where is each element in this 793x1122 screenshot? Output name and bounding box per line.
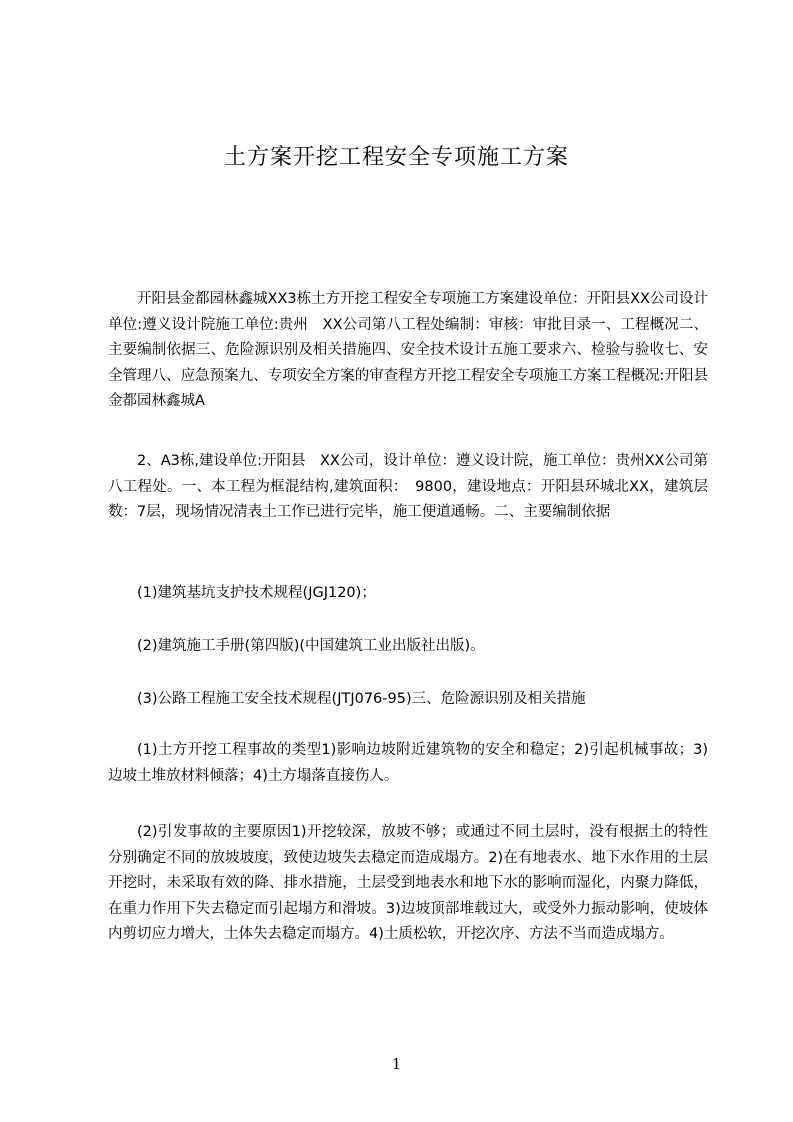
paragraph-reference-3: (3)公路工程施工安全技术规程(JTJ076-95)三、危险源识别及相关措施	[137, 691, 586, 707]
paragraph-reference-1: (1)建筑基坑支护技术规程(JGJ120)；	[137, 585, 376, 601]
paragraph-reference-2: (2)建筑施工手册(第四版)(中国建筑工业出版社出版)。	[137, 638, 485, 654]
paragraph-accident-types: (1)土方开挖工程事故的类型1)影响边坡附近建筑物的安全和稳定；2)引起机械事故；3)边坡土堆放材料倾落；4)土方塌落直接伤人。	[108, 742, 708, 784]
page-title: 土方案开挖工程安全专项施工方案	[223, 145, 569, 170]
paragraph-project-overview: 开阳县金都园林鑫城XX3栋土方开挖工程安全专项施工方案建设单位：开阳县XX公司设计单位:遵义设计院施工单位:贵州 XX公司第八工程处编制：审核：审批目录一、工程概况二、主要编制依据三、危险源识别及相关措施四、安全技术设计五施工要求六、检验与验收七、安全管理八、应急预案九、专项安全方案的审查程方开挖工程安全专项施工方案工程概况:开阳县金都园林鑫城A	[108, 291, 708, 409]
paragraph-accident-causes: (2)引发事故的主要原因1)开挖较深，放坡不够；或通过不同土层时，没有根据土的特性分别确定不同的放坡坡度，致使边坡失去稳定而造成塌方。2)在有地表水、地下水作用的土层开挖时，未采取有效的降、排水措施，土层受到地表水和地下水的影响而湿化，内聚力降低，在重力作用下失去稳定而引起塌方和滑坡。3)边坡顶部堆载过大，或受外力振动影响，使坡体内剪切应力增大，土体失去稳定而塌方。4)土质松软，开挖次序、方法不当而造成塌方。	[108, 824, 708, 942]
page-number: 1	[391, 1055, 402, 1073]
paragraph-building-info: 2、A3栋,建设单位:开阳县 XX公司，设计单位：遵义设计院，施工单位：贵州XX公司第八工程处。一、本工程为框混结构,建筑面积： 9800，建设地点：开阳县环城北XX，建筑层数：7层，现场情况清表土工作已进行完毕，施工便道通畅。二、主要编制依据	[108, 453, 708, 520]
